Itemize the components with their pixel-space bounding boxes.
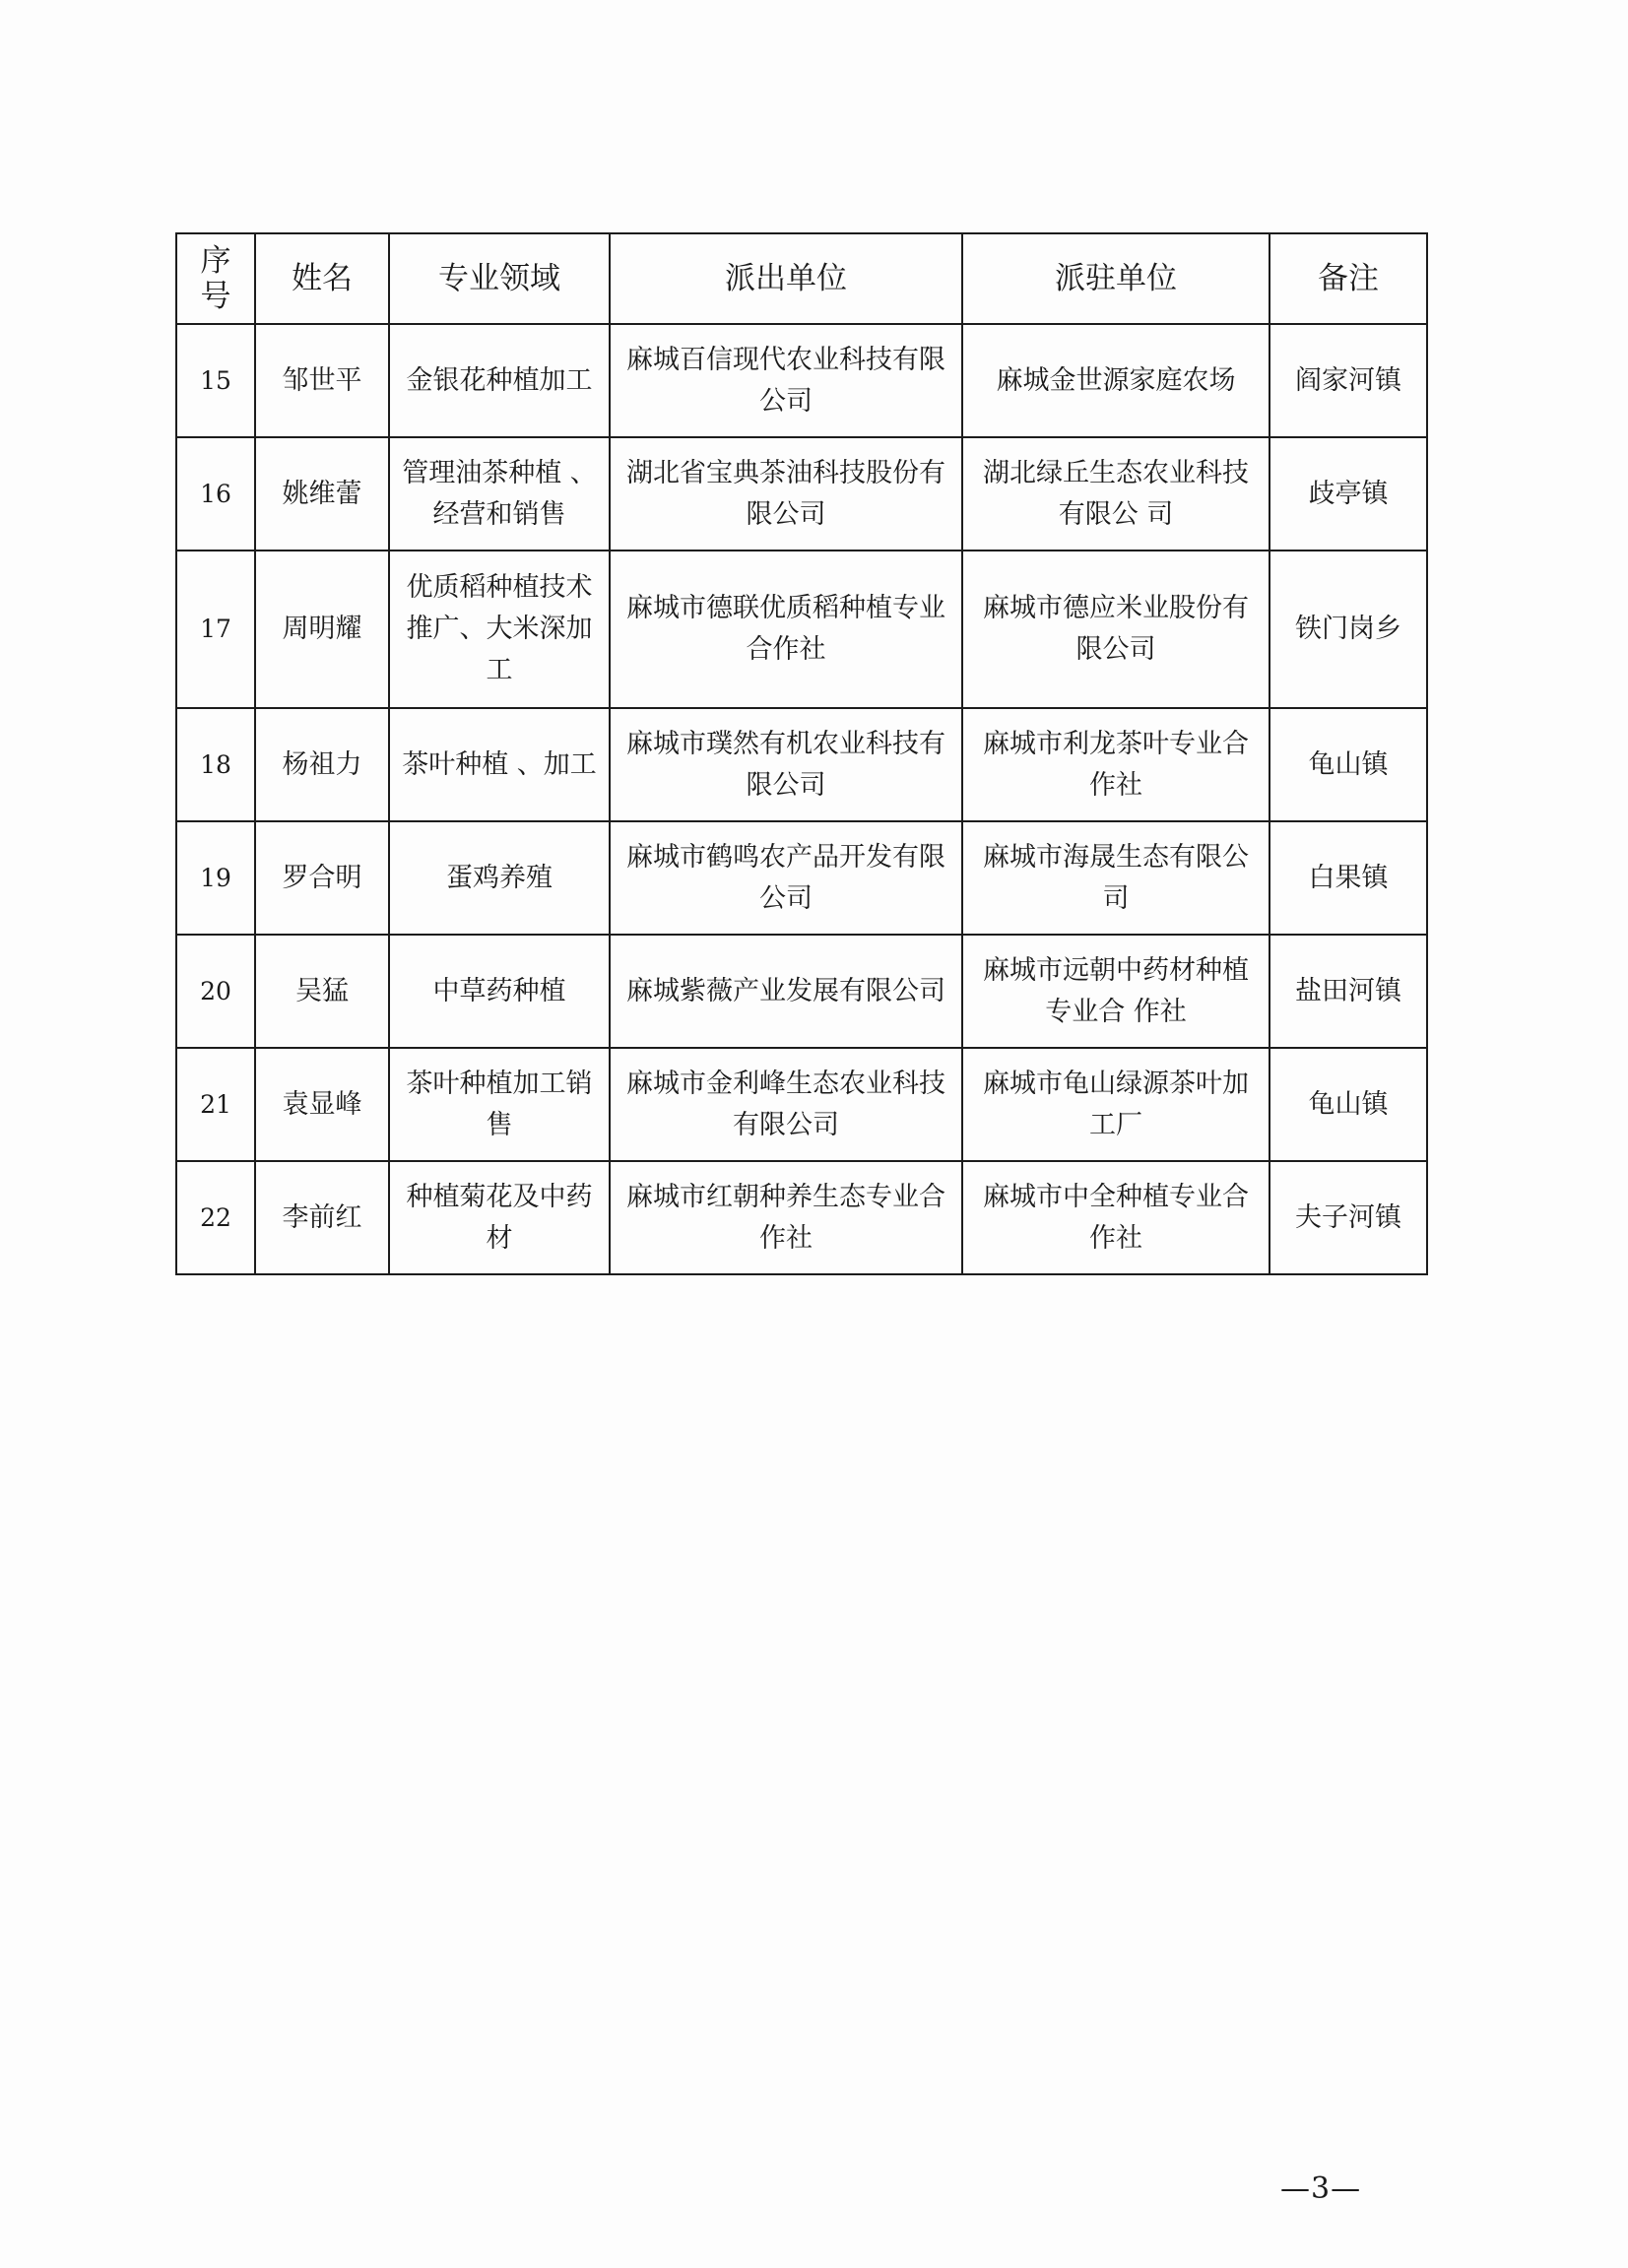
cell-field: 茶叶种植 、加工 — [389, 708, 610, 821]
cell-name: 杨祖力 — [255, 708, 389, 821]
cell-host: 麻城市海晟生态有限公司 — [962, 821, 1270, 935]
table-row — [176, 437, 1427, 551]
page-number: —3— — [1280, 2171, 1362, 2206]
cell-field: 管理油茶种植 、经营和销售 — [389, 437, 610, 551]
cell-sender: 麻城市鹤鸣农产品开发有限公司 — [610, 821, 962, 935]
cell-no: 20 — [176, 935, 255, 1048]
table-row — [176, 551, 1427, 708]
cell-sender: 麻城市璞然有机农业科技有限公司 — [610, 708, 962, 821]
cell-note: 龟山镇 — [1270, 1048, 1427, 1161]
cell-host: 麻城市龟山绿源茶叶加工厂 — [962, 1048, 1270, 1161]
cell-field: 中草药种植 — [389, 935, 610, 1048]
cell-field: 金银花种植加工 — [389, 324, 610, 437]
cell-no: 16 — [176, 437, 255, 551]
table-row — [176, 324, 1427, 437]
cell-note: 龟山镇 — [1270, 708, 1427, 821]
table-header-row — [176, 233, 1427, 324]
cell-sender: 麻城紫薇产业发展有限公司 — [610, 935, 962, 1048]
cell-field: 蛋鸡养殖 — [389, 821, 610, 935]
cell-sender: 麻城市德联优质稻种植专业合作社 — [610, 551, 962, 708]
cell-note: 歧亭镇 — [1270, 437, 1427, 551]
header-seq — [176, 233, 255, 324]
header-name: 姓名 — [255, 233, 389, 324]
table-row — [176, 1048, 1427, 1161]
cell-name: 袁显峰 — [255, 1048, 389, 1161]
cell-note: 白果镇 — [1270, 821, 1427, 935]
cell-host: 麻城市远朝中药材种植专业合 作社 — [962, 935, 1270, 1048]
header-seq-line2: 号 — [200, 279, 231, 314]
personnel-table — [175, 232, 1428, 1275]
cell-no: 15 — [176, 324, 255, 437]
cell-no: 17 — [176, 551, 255, 708]
header-seq-line1: 序 — [200, 243, 231, 279]
cell-note: 夫子河镇 — [1270, 1161, 1427, 1274]
header-host: 派驻单位 — [962, 233, 1270, 324]
cell-sender: 麻城市金利峰生态农业科技有限公司 — [610, 1048, 962, 1161]
cell-host: 麻城市德应米业股份有限公司 — [962, 551, 1270, 708]
cell-host: 麻城市利龙茶叶专业合作社 — [962, 708, 1270, 821]
cell-host: 湖北绿丘生态农业科技有限公 司 — [962, 437, 1270, 551]
table-row — [176, 821, 1427, 935]
table-row — [176, 708, 1427, 821]
cell-field: 茶叶种植加工销售 — [389, 1048, 610, 1161]
cell-no: 18 — [176, 708, 255, 821]
cell-no: 22 — [176, 1161, 255, 1274]
cell-no: 19 — [176, 821, 255, 935]
cell-name: 李前红 — [255, 1161, 389, 1274]
cell-field: 种植菊花及中药材 — [389, 1161, 610, 1274]
cell-name: 罗合明 — [255, 821, 389, 935]
cell-note: 铁门岗乡 — [1270, 551, 1427, 708]
cell-note: 阎家河镇 — [1270, 324, 1427, 437]
cell-no: 21 — [176, 1048, 255, 1161]
cell-name: 邹世平 — [255, 324, 389, 437]
cell-sender: 麻城百信现代农业科技有限公司 — [610, 324, 962, 437]
cell-host: 麻城市中全种植专业合作社 — [962, 1161, 1270, 1274]
header-note: 备注 — [1270, 233, 1427, 324]
cell-sender: 麻城市红朝种养生态专业合作社 — [610, 1161, 962, 1274]
cell-host: 麻城金世源家庭农场 — [962, 324, 1270, 437]
cell-name: 周明耀 — [255, 551, 389, 708]
header-field: 专业领域 — [389, 233, 610, 324]
table-row — [176, 1161, 1427, 1274]
header-sender: 派出单位 — [610, 233, 962, 324]
table-row — [176, 935, 1427, 1048]
cell-note: 盐田河镇 — [1270, 935, 1427, 1048]
cell-name: 姚维蕾 — [255, 437, 389, 551]
cell-field: 优质稻种植技术推广、大米深加工 — [389, 551, 610, 708]
cell-sender: 湖北省宝典茶油科技股份有限公司 — [610, 437, 962, 551]
cell-name: 吴猛 — [255, 935, 389, 1048]
